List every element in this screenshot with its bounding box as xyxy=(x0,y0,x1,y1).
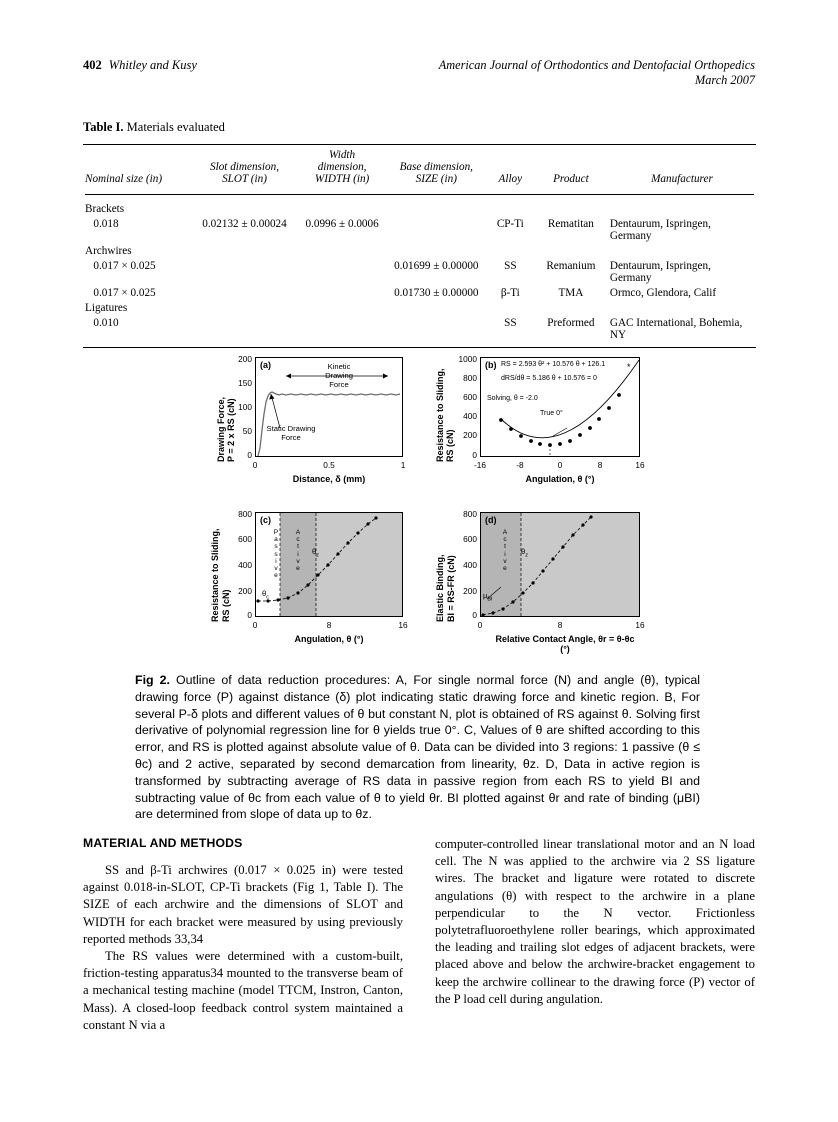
panel-b-xlabel: Angulation, θ (°) xyxy=(525,474,595,484)
page-number: 402 xyxy=(83,58,102,72)
table-row xyxy=(83,300,756,315)
table-row xyxy=(83,315,756,342)
cell-manufacturer: Dentaurum, Ispringen, Germany xyxy=(609,259,711,284)
panel-b-equation-1: RS = 2.593 θ² + 10.576 θ + 126.1 xyxy=(501,361,606,368)
table-header-rule-row xyxy=(83,190,756,201)
panel-d-letter: (d) xyxy=(485,515,497,525)
panel-d-ytick: 600 xyxy=(463,534,477,544)
panel-b-ylabel: Resistance to Sliding, xyxy=(435,368,445,462)
cell-slot xyxy=(191,285,299,300)
table-caption xyxy=(83,120,756,135)
panel-d-mu-bi: $\mu_{BI}$ xyxy=(483,591,493,603)
running-head-left xyxy=(83,58,197,73)
figure-caption-text: Outline of data reduction procedures: A, For single normal force (N) and angle (θ), typical drawing force (P) against distance (δ) plot indicating static drawing force and kinetic region. B, For several P-δ plots and different values of θ but constant N, plot is obtained of RS against θ. Solving first derivative of polynomial regression line for θ yields true 0°. C, Values of θ are shifted according to this error, and RS is plotted against absolute value of θ. Data can be divided into 3 regions: 1 passive (θ ≤ θc) and 2 active, separated by second demarcation from linearity, θz. D, Data in active region is transformed by subtracting average of RS data in passive region from each RS to yield BI and subtracting value of θc from each value of θ to yield θr. BI plotted against θr and rate of binding (μBI) are determined from slope of data up to θz. xyxy=(135,673,701,822)
cell-base xyxy=(386,216,487,243)
panel-c-ylabel: Resistance to Sliding, xyxy=(210,528,220,622)
table-label: Table I. xyxy=(83,120,124,134)
panel-a-ytick: 50 xyxy=(242,426,252,436)
cell-product: Preformed xyxy=(547,316,595,329)
cell-manufacturer: Ormco, Glendora, Calif xyxy=(609,286,717,299)
chart-panel-a xyxy=(200,352,415,492)
chart-panel-c xyxy=(200,507,415,652)
chart-panel-d xyxy=(425,507,650,652)
table-header-rule xyxy=(83,190,756,201)
group-label-ligatures: Ligatures xyxy=(85,301,128,314)
col-header-line: SIZE (in) xyxy=(415,173,457,185)
table-row xyxy=(83,258,756,285)
svg-text:*: * xyxy=(627,362,631,372)
panel-a-annotation-static: Static Drawing Force xyxy=(266,424,316,442)
chart-panel-b xyxy=(425,352,650,492)
panel-a-xtick: 0 xyxy=(252,460,258,470)
panel-c-letter: (c) xyxy=(260,515,271,525)
col-header-line: Slot dimension, xyxy=(210,161,279,173)
col-header-line: Alloy xyxy=(498,173,523,185)
paragraph: SS and β-Ti archwires (0.017 × 0.025 in) were tested against 0.018-in-SLOT, CP-Ti brackets (Fig 1, Table I). The SIZE of each archwire and the dimensions of SLOT and WIDTH for each bracket were measured by using previously reported methods 33,34 xyxy=(83,863,403,946)
running-head xyxy=(83,58,755,94)
panel-d-xlabel: Relative Contact Angle, θr = θ-θc (°) xyxy=(495,634,635,654)
panel-b-xtick: -16 xyxy=(474,460,486,470)
panel-b-plot-area xyxy=(480,357,640,457)
col-header-line: dimension, xyxy=(317,161,367,173)
panel-c-xtick: 8 xyxy=(326,620,332,630)
panel-a-ytick: 100 xyxy=(238,402,252,412)
panel-b-ylabel-2: RS (cN) xyxy=(445,429,455,462)
panel-c-theta-z: $\theta_z$ xyxy=(312,547,319,559)
col-header-line: Manufacturer xyxy=(651,173,713,185)
running-head-authors: Whitley and Kusy xyxy=(108,58,197,72)
col-header-base xyxy=(386,145,487,190)
panel-d-ytick: 0 xyxy=(472,610,477,620)
figure-caption xyxy=(135,672,700,823)
cell-base: 0.01730 ± 0.00000 xyxy=(394,286,479,299)
paragraph: computer-controlled linear translational motor and an N load cell. The N was applied to the archwire via 2 SS ligature wires. The bracket and ligature were rotated to discrete angulations (θ) with respect to the archwire in a plane perpendicular to the N vector. Frictionless polytetrafluoroethylene roller bearings, which approximated the leading and trailing slot edges of adjacent brackets, were placed above and below the archwire-bracket engagement to keep the archwire collinear to the drawing force (P) vector of the P load cell during angulation. xyxy=(435,837,755,1006)
col-header-line: Base dimension, xyxy=(399,161,473,173)
cell-slot xyxy=(191,258,299,285)
panel-c-xtick: 0 xyxy=(252,620,258,630)
cell-nominal-size: 0.017 × 0.025 xyxy=(85,286,156,299)
panel-c-xlabel: Angulation, θ (°) xyxy=(294,634,364,644)
panel-c-region-active: A c t i v e xyxy=(295,529,301,573)
panel-a-xtick: 0.5 xyxy=(323,460,335,470)
cell-nominal-size: 0.017 × 0.025 xyxy=(85,259,156,272)
panel-c-ytick: 600 xyxy=(238,534,252,544)
cell-product: TMA xyxy=(558,286,584,299)
col-header-product xyxy=(534,145,608,190)
paragraph: The RS values were determined with a custom-built, friction-testing apparatus34 mounted to the transverse beam of a mechanical testing machine (model TTCM, Instron, Canton, Mass). A closed-loop feedback control system maintained a constant N via a xyxy=(83,949,403,1032)
cell-nominal-size: 0.018 xyxy=(85,217,119,230)
panel-b-ytick: 0 xyxy=(472,450,477,460)
panel-d-xtick: 16 xyxy=(635,620,645,630)
col-header-width xyxy=(298,145,385,190)
panel-b-xtick: -8 xyxy=(516,460,524,470)
panel-d-ytick: 400 xyxy=(463,560,477,570)
panel-b-xtick: 16 xyxy=(635,460,645,470)
table-row xyxy=(83,243,756,258)
panel-b-ytick: 800 xyxy=(463,373,477,383)
panel-b-solving: Solving, θ = -2.0 xyxy=(487,395,538,402)
panel-d-ytick: 800 xyxy=(463,509,477,519)
cell-manufacturer: GAC International, Bohemia, NY xyxy=(609,316,743,341)
materials-table xyxy=(83,120,756,348)
table-header-row xyxy=(83,145,756,190)
panel-d-theta-z: $\theta_z$ xyxy=(521,547,528,559)
cell-alloy: SS xyxy=(504,259,517,272)
panel-a-xlabel: Distance, δ (mm) xyxy=(292,474,366,484)
table-row xyxy=(83,201,756,216)
col-header-line: WIDTH (in) xyxy=(314,173,370,185)
panel-a-ylabel: Drawing Force, xyxy=(216,396,226,462)
cell-slot: 0.02132 ± 0.00024 xyxy=(202,217,287,230)
panel-d-ylabel-2: BI = RS-FR (cN) xyxy=(446,555,456,622)
cell-product: Remanium xyxy=(546,259,596,272)
panel-d-ylabel: Elastic Binding, xyxy=(435,554,445,622)
col-header-line: Width xyxy=(329,149,356,161)
panel-c-region-passive: P a s s i v e xyxy=(273,529,279,580)
figure-2 xyxy=(200,352,650,652)
col-header-nominal-size xyxy=(83,145,191,190)
table-title-text: Materials evaluated xyxy=(126,120,225,134)
table-row xyxy=(83,285,756,300)
cell-alloy: CP-Ti xyxy=(496,217,524,230)
col-header-slot xyxy=(191,145,299,190)
panel-c-theta-c: $\theta_c$ xyxy=(262,589,269,601)
panel-c-ytick: 400 xyxy=(238,560,252,570)
panel-d-xtick: 0 xyxy=(477,620,483,630)
cell-slot xyxy=(191,315,299,342)
cell-alloy: SS xyxy=(504,316,517,329)
cell-base: 0.01699 ± 0.00000 xyxy=(394,259,479,272)
body-column-left xyxy=(83,862,403,1034)
panel-a-ytick: 200 xyxy=(238,354,252,364)
panel-b-ytick: 400 xyxy=(463,411,477,421)
panel-d-ytick: 200 xyxy=(463,586,477,596)
panel-a-letter: (a) xyxy=(260,360,271,370)
panel-b-true-zero: True 0° xyxy=(540,410,563,417)
panel-c-ytick: 800 xyxy=(238,509,252,519)
journal-title: American Journal of Orthodontics and Dentofacial Orthopedics xyxy=(438,58,755,72)
cell-product: Rematitan xyxy=(547,217,594,230)
issue-date: March 2007 xyxy=(695,73,755,87)
col-header-line: Product xyxy=(553,173,589,185)
panel-a-ytick: 0 xyxy=(247,450,252,460)
cell-width xyxy=(298,285,385,300)
cell-manufacturer: Dentaurum, Ispringen, Germany xyxy=(609,217,711,242)
panel-b-ytick: 600 xyxy=(463,392,477,402)
panel-b-equation-2: dRS/dθ = 5.186 θ + 10.576 = 0 xyxy=(501,375,597,382)
panel-b-ytick: 200 xyxy=(463,430,477,440)
table-row xyxy=(83,216,756,243)
figure-label: Fig 2. xyxy=(135,673,170,687)
panel-c-ytick: 200 xyxy=(238,586,252,596)
cell-base xyxy=(386,315,487,342)
panel-a-ylabel-2: P = 2 x RS (cN) xyxy=(226,398,236,462)
panel-c-xtick: 16 xyxy=(398,620,408,630)
group-label-brackets: Brackets xyxy=(85,202,125,215)
section-heading: MATERIAL AND METHODS xyxy=(83,836,243,850)
col-header-manufacturer xyxy=(608,145,756,190)
table-bottom-rule xyxy=(83,347,756,348)
table-grid xyxy=(83,145,756,342)
cell-width xyxy=(298,315,385,342)
panel-b-ytick: 1000 xyxy=(458,354,477,364)
cell-width xyxy=(298,258,385,285)
running-head-right xyxy=(439,58,755,88)
panel-c-ytick: 0 xyxy=(247,610,252,620)
panel-d-xtick: 8 xyxy=(557,620,563,630)
panel-b-xtick: 8 xyxy=(597,460,603,470)
panel-b-xtick: 0 xyxy=(557,460,563,470)
panel-c-ylabel-2: RS (cN) xyxy=(221,589,231,622)
cell-nominal-size: 0.010 xyxy=(85,316,119,329)
panel-b-series xyxy=(481,358,639,456)
col-header-alloy xyxy=(487,145,534,190)
panel-b-letter: (b) xyxy=(485,360,497,370)
cell-width: 0.0996 ± 0.0006 xyxy=(305,217,379,230)
body-column-right xyxy=(435,836,755,1008)
cell-alloy: β-Ti xyxy=(500,286,520,299)
col-header-line: SLOT (in) xyxy=(222,173,267,185)
panel-a-xtick: 1 xyxy=(400,460,406,470)
col-header-line: Nominal size (in) xyxy=(85,173,163,185)
panel-a-annotation-kinetic: Kinetic Drawing Force xyxy=(325,362,353,389)
panel-a-ytick: 150 xyxy=(238,378,252,388)
panel-d-region-active: A c t i v e xyxy=(502,529,508,573)
group-label-archwires: Archwires xyxy=(85,244,132,257)
